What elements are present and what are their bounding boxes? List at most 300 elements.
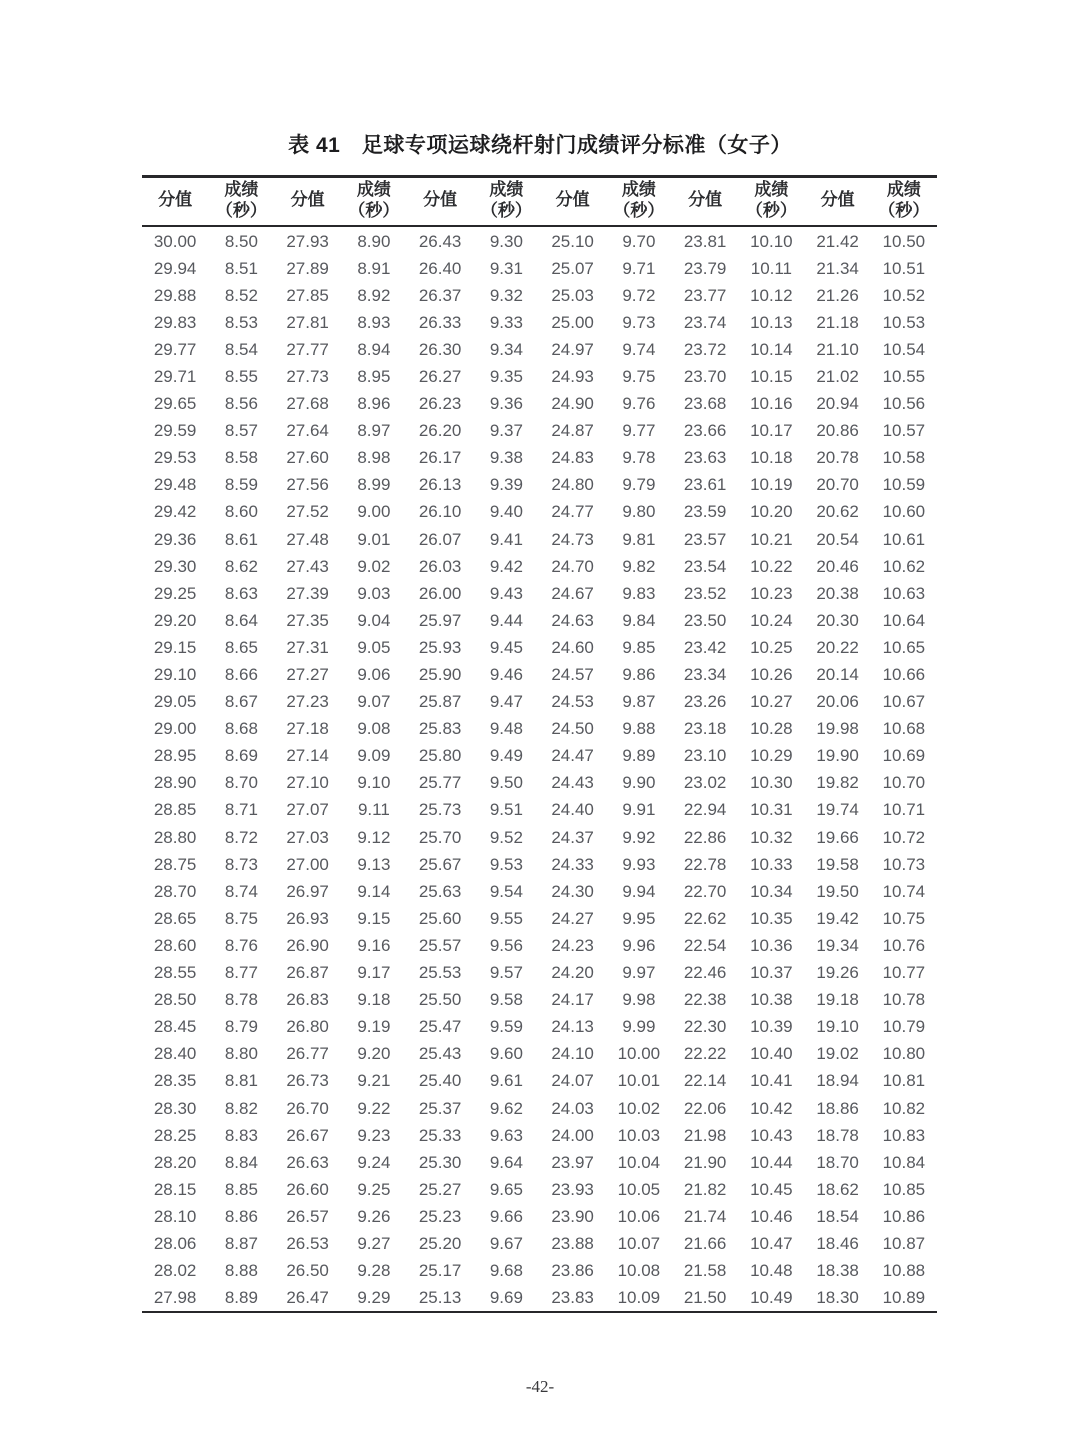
table-cell: 27.39: [286, 583, 329, 603]
table-cell: 10.74: [882, 881, 926, 901]
table-cell: 25.47: [418, 1017, 462, 1037]
table-cell: 27.52: [286, 502, 329, 522]
table-cell: 26.40: [418, 258, 462, 278]
table-cell: 10.00: [617, 1044, 661, 1064]
table-cell: 24.93: [551, 366, 594, 386]
table-cell: 19.58: [816, 854, 859, 874]
table-cell: 25.07: [551, 258, 594, 278]
table-cell: 9.13: [357, 854, 391, 874]
table-cell: 20.30: [816, 610, 859, 630]
table-cell: 9.60: [489, 1044, 523, 1064]
table-cell: 9.09: [357, 746, 391, 766]
table-cell: 9.88: [622, 719, 656, 739]
table-cell: 9.34: [489, 339, 523, 359]
table-cell: 26.93: [286, 908, 329, 928]
table-row: [142, 1013, 937, 1040]
table-cell: 24.97: [551, 339, 594, 359]
table-cell: 27.35: [286, 610, 329, 630]
table-cell: 9.70: [622, 231, 656, 251]
table-cell: 23.52: [683, 583, 727, 603]
table-cell: 9.35: [489, 366, 523, 386]
table-cell: 24.33: [551, 854, 594, 874]
table-cell: 24.23: [551, 935, 594, 955]
table-cell: 10.47: [750, 1233, 793, 1253]
table-cell: 10.76: [882, 935, 926, 955]
table-cell: 19.34: [816, 935, 859, 955]
table-cell: 20.22: [816, 637, 859, 657]
table-row: [142, 417, 937, 444]
table-cell: 28.60: [153, 935, 197, 955]
table-cell: 9.64: [489, 1152, 523, 1172]
table-cell: 22.14: [683, 1071, 727, 1091]
table-cell: 24.83: [551, 448, 594, 468]
table-cell: 10.20: [750, 502, 793, 522]
header-cell: 分值: [555, 190, 590, 210]
header-cell: 分值: [290, 190, 325, 210]
table-cell: 27.31: [286, 637, 329, 657]
table-cell: 10.51: [882, 258, 926, 278]
table-cell: 27.73: [286, 366, 329, 386]
table-cell: 26.87: [286, 963, 329, 983]
table-cell: 24.00: [551, 1125, 594, 1145]
table-cell: 9.28: [357, 1261, 391, 1281]
table-cell: 27.14: [286, 746, 329, 766]
table-cell: 28.35: [153, 1071, 197, 1091]
table-cell: 25.87: [418, 692, 462, 712]
table-cell: 27.98: [153, 1288, 197, 1308]
table-cell: 8.86: [224, 1206, 258, 1226]
table-cell: 20.70: [816, 475, 859, 495]
table-row: [142, 1176, 937, 1203]
table-cell: 24.17: [551, 990, 594, 1010]
table-cell: 10.70: [882, 773, 926, 793]
table-cell: 9.52: [489, 827, 523, 847]
table-cell: 8.91: [357, 258, 391, 278]
table-row: [142, 878, 937, 905]
table-cell: 25.23: [418, 1206, 462, 1226]
table-cell: 23.66: [683, 421, 727, 441]
table-row: [142, 226, 937, 254]
table-cell: 10.26: [750, 665, 793, 685]
table-cell: 29.48: [153, 475, 197, 495]
table-cell: 9.74: [622, 339, 656, 359]
table-cell: 21.90: [683, 1152, 727, 1172]
table-row: [142, 905, 937, 932]
table-cell: 9.22: [357, 1098, 391, 1118]
table-row: [142, 769, 937, 796]
table-cell: 10.60: [882, 502, 926, 522]
table-cell: 22.54: [683, 935, 727, 955]
table-cell: 9.15: [357, 908, 391, 928]
table-row: [142, 309, 937, 336]
table-cell: 22.46: [683, 963, 727, 983]
table-cell: 28.15: [153, 1179, 197, 1199]
table-cell: 26.80: [286, 1017, 329, 1037]
table-cell: 8.73: [224, 854, 258, 874]
table-cell: 23.79: [683, 258, 727, 278]
table-cell: 10.72: [882, 827, 926, 847]
table-cell: 9.72: [622, 285, 656, 305]
table-cell: 10.80: [882, 1044, 926, 1064]
table-header: [142, 177, 937, 227]
table-cell: 24.43: [551, 773, 594, 793]
table-cell: 8.93: [357, 312, 391, 332]
table-cell: 19.42: [816, 908, 859, 928]
table-cell: 25.77: [418, 773, 462, 793]
table-cell: 10.30: [750, 773, 793, 793]
table-cell: 25.70: [418, 827, 462, 847]
table-cell: 22.62: [683, 908, 727, 928]
table-cell: 23.77: [683, 285, 727, 305]
table-cell: 9.98: [622, 990, 656, 1010]
table-cell: 9.00: [357, 502, 391, 522]
table-cell: 9.71: [622, 258, 656, 278]
table-cell: 9.32: [489, 285, 523, 305]
table-row: [142, 336, 937, 363]
table-cell: 9.27: [357, 1233, 391, 1253]
table-cell: 18.78: [816, 1125, 859, 1145]
table-cell: 8.82: [224, 1098, 258, 1118]
table-cell: 18.30: [816, 1288, 859, 1308]
table-cell: 25.60: [418, 908, 462, 928]
table-cell: 25.67: [418, 854, 462, 874]
table-cell: 24.40: [551, 800, 594, 820]
table-cell: 8.59: [224, 475, 258, 495]
table-cell: 9.05: [357, 637, 391, 657]
table-cell: 10.62: [882, 556, 926, 576]
table-cell: 9.40: [489, 502, 523, 522]
table-cell: 9.24: [357, 1152, 391, 1172]
table-cell: 8.81: [224, 1071, 258, 1091]
table-cell: 8.76: [224, 935, 258, 955]
table-cell: 28.40: [153, 1044, 197, 1064]
table-cell: 18.54: [816, 1206, 859, 1226]
table-cell: 8.57: [224, 421, 258, 441]
table-cell: 9.49: [489, 746, 523, 766]
table-cell: 29.25: [153, 583, 197, 603]
table-cell: 23.10: [683, 746, 727, 766]
table-cell: 9.04: [357, 610, 391, 630]
table-cell: 23.50: [683, 610, 727, 630]
table-cell: 8.79: [224, 1017, 258, 1037]
table-cell: 10.07: [617, 1233, 661, 1253]
table-row: [142, 255, 937, 282]
table-cell: 9.73: [622, 312, 656, 332]
table-cell: 24.03: [551, 1098, 594, 1118]
table-cell: 18.70: [816, 1152, 859, 1172]
table-cell: 9.56: [489, 935, 523, 955]
table-row: [142, 824, 937, 851]
table-cell: 10.58: [882, 448, 926, 468]
table-cell: 9.53: [489, 854, 523, 874]
table-cell: 10.21: [750, 529, 793, 549]
table-cell: 26.17: [418, 448, 462, 468]
table-cell: 9.45: [489, 637, 523, 657]
table-cell: 29.36: [153, 529, 197, 549]
table-cell: 28.45: [153, 1017, 197, 1037]
table-cell: 27.64: [286, 421, 329, 441]
table-cell: 19.98: [816, 719, 859, 739]
table-cell: 27.56: [286, 475, 329, 495]
table-cell: 26.23: [418, 394, 462, 414]
table-row: [142, 1230, 937, 1257]
table-cell: 20.94: [816, 394, 859, 414]
table-cell: 21.66: [683, 1233, 727, 1253]
table-cell: 9.61: [489, 1071, 523, 1091]
table-cell: 9.67: [489, 1233, 523, 1253]
table-cell: 21.18: [816, 312, 859, 332]
table-cell: 10.16: [750, 394, 793, 414]
table-cell: 10.01: [617, 1071, 661, 1091]
table-cell: 24.53: [551, 692, 594, 712]
table-cell: 24.37: [551, 827, 594, 847]
table-cell: 8.96: [357, 394, 391, 414]
table-cell: 10.69: [882, 746, 926, 766]
table-cell: 9.41: [489, 529, 523, 549]
table-cell: 23.54: [683, 556, 727, 576]
header-cell: 成绩 （秒）: [215, 180, 267, 220]
table-cell: 19.50: [816, 881, 859, 901]
table-cell: 24.63: [551, 610, 594, 630]
table-cell: 8.70: [224, 773, 258, 793]
table-cell: 25.10: [551, 231, 594, 251]
table-cell: 27.18: [286, 719, 329, 739]
table-cell: 23.74: [683, 312, 727, 332]
table-cell: 23.42: [683, 637, 727, 657]
table-row: [142, 1067, 937, 1094]
table-cell: 10.22: [750, 556, 793, 576]
table-cell: 23.34: [683, 665, 727, 685]
table-cell: 28.80: [153, 827, 197, 847]
table-cell: 8.62: [224, 556, 258, 576]
table-cell: 8.72: [224, 827, 258, 847]
table-cell: 10.53: [882, 312, 926, 332]
table-cell: 24.80: [551, 475, 594, 495]
table-cell: 10.04: [617, 1152, 661, 1172]
table-cell: 10.41: [750, 1071, 793, 1091]
table-cell: 10.11: [750, 258, 793, 278]
table-cell: 25.50: [418, 990, 462, 1010]
table-cell: 24.27: [551, 908, 594, 928]
table-cell: 9.93: [622, 854, 656, 874]
table-cell: 21.74: [683, 1206, 727, 1226]
table-cell: 9.17: [357, 963, 391, 983]
table-cell: 10.38: [750, 990, 793, 1010]
table-cell: 20.38: [816, 583, 859, 603]
table-cell: 9.01: [357, 529, 391, 549]
table-cell: 26.53: [286, 1233, 329, 1253]
table-cell: 9.94: [622, 881, 656, 901]
table-cell: 8.87: [224, 1233, 258, 1253]
table-cell: 9.50: [489, 773, 523, 793]
table-cell: 10.54: [882, 339, 926, 359]
table-cell: 27.07: [286, 800, 329, 820]
table-cell: 10.15: [750, 366, 793, 386]
table-cell: 23.61: [683, 475, 727, 495]
table-cell: 9.66: [489, 1206, 523, 1226]
table-cell: 9.83: [622, 583, 656, 603]
table-cell: 10.73: [882, 854, 926, 874]
table-cell: 28.90: [153, 773, 197, 793]
table-cell: 29.05: [153, 692, 197, 712]
table-cell: 10.37: [750, 963, 793, 983]
table-cell: 9.84: [622, 610, 656, 630]
table-cell: 22.94: [683, 800, 727, 820]
table-cell: 23.97: [551, 1152, 594, 1172]
table-cell: 10.19: [750, 475, 793, 495]
table-cell: 9.65: [489, 1179, 523, 1199]
table-cell: 10.02: [617, 1098, 661, 1118]
table-cell: 26.27: [418, 366, 462, 386]
table-cell: 28.25: [153, 1125, 197, 1145]
table-cell: 10.33: [750, 854, 793, 874]
table-cell: 8.75: [224, 908, 258, 928]
table-cell: 27.93: [286, 231, 329, 251]
table-cell: 24.20: [551, 963, 594, 983]
table-cell: 8.60: [224, 502, 258, 522]
table-cell: 26.57: [286, 1206, 329, 1226]
table-cell: 24.60: [551, 637, 594, 657]
table-cell: 23.18: [683, 719, 727, 739]
table-cell: 26.03: [418, 556, 462, 576]
table-cell: 10.52: [882, 285, 926, 305]
table-cell: 9.80: [622, 502, 656, 522]
table-cell: 9.69: [489, 1288, 523, 1308]
table-cell: 23.81: [683, 231, 727, 251]
table-cell: 10.34: [750, 881, 793, 901]
table-cell: 23.26: [683, 692, 727, 712]
table-cell: 24.50: [551, 719, 594, 739]
table-cell: 10.05: [617, 1179, 661, 1199]
table-cell: 9.57: [489, 963, 523, 983]
table-cell: 8.85: [224, 1179, 258, 1199]
table-cell: 10.42: [750, 1098, 793, 1118]
table-cell: 27.85: [286, 285, 329, 305]
table-cell: 20.54: [816, 529, 859, 549]
table-cell: 24.70: [551, 556, 594, 576]
table-cell: 20.14: [816, 665, 859, 685]
table-cell: 27.10: [286, 773, 329, 793]
table-cell: 8.64: [224, 610, 258, 630]
table-cell: 25.20: [418, 1233, 462, 1253]
table-cell: 26.33: [418, 312, 462, 332]
table-cell: 10.32: [750, 827, 793, 847]
table-row: [142, 526, 937, 553]
table-cell: 23.02: [683, 773, 727, 793]
table-cell: 8.65: [224, 637, 258, 657]
table-row: [142, 932, 937, 959]
table-cell: 8.67: [224, 692, 258, 712]
table-cell: 10.50: [882, 231, 926, 251]
table-cell: 8.84: [224, 1152, 258, 1172]
table-cell: 9.87: [622, 692, 656, 712]
table-cell: 9.31: [489, 258, 523, 278]
header-cell: 成绩 （秒）: [480, 180, 532, 220]
table-cell: 10.86: [882, 1206, 926, 1226]
table-cell: 25.17: [418, 1261, 462, 1281]
table-cell: 10.78: [882, 990, 926, 1010]
table-cell: 10.17: [750, 421, 793, 441]
table-cell: 29.53: [153, 448, 197, 468]
table-cell: 10.61: [882, 529, 926, 549]
table-row: [142, 715, 937, 742]
table-row: [142, 1094, 937, 1121]
header-cell: 分值: [423, 190, 458, 210]
table-cell: 24.77: [551, 502, 594, 522]
table-cell: 29.59: [153, 421, 197, 441]
table-cell: 26.60: [286, 1179, 329, 1199]
table-cell: 9.44: [489, 610, 523, 630]
table-cell: 9.55: [489, 908, 523, 928]
table-cell: 26.90: [286, 935, 329, 955]
table-row: [142, 986, 937, 1013]
table-cell: 10.67: [882, 692, 926, 712]
table-cell: 9.21: [357, 1071, 391, 1091]
table-cell: 22.38: [683, 990, 727, 1010]
table-cell: 24.67: [551, 583, 594, 603]
table-row: [142, 1284, 937, 1312]
table-cell: 28.95: [153, 746, 197, 766]
table-cell: 9.62: [489, 1098, 523, 1118]
table-cell: 30.00: [153, 231, 197, 251]
table-cell: 10.31: [750, 800, 793, 820]
table-cell: 10.08: [617, 1261, 661, 1281]
table-cell: 23.63: [683, 448, 727, 468]
table-cell: 21.34: [816, 258, 859, 278]
table-cell: 9.07: [357, 692, 391, 712]
table-cell: 25.90: [418, 665, 462, 685]
table-cell: 29.10: [153, 665, 197, 685]
table-cell: 10.27: [750, 692, 793, 712]
table-row: [142, 634, 937, 661]
table-row: [142, 444, 937, 471]
table-cell: 10.06: [617, 1206, 661, 1226]
table-cell: 9.46: [489, 665, 523, 685]
table-cell: 9.79: [622, 475, 656, 495]
table-cell: 22.86: [683, 827, 727, 847]
table-cell: 26.20: [418, 421, 462, 441]
table-cell: 25.03: [551, 285, 594, 305]
table-cell: 9.03: [357, 583, 391, 603]
table-cell: 28.65: [153, 908, 197, 928]
table-cell: 21.58: [683, 1261, 727, 1281]
table-cell: 21.82: [683, 1179, 727, 1199]
table-cell: 8.63: [224, 583, 258, 603]
table-row: [142, 1257, 937, 1284]
table-cell: 9.02: [357, 556, 391, 576]
table-cell: 27.68: [286, 394, 329, 414]
table-cell: 21.02: [816, 366, 859, 386]
table-cell: 9.81: [622, 529, 656, 549]
page-title: 表 41 足球专项运球绕杆射门成绩评分标准（女子）: [288, 134, 792, 157]
table-row: [142, 1122, 937, 1149]
table-cell: 24.07: [551, 1071, 594, 1091]
table-cell: 26.63: [286, 1152, 329, 1172]
table-cell: 10.66: [882, 665, 926, 685]
table-cell: 24.90: [551, 394, 594, 414]
table-cell: 9.19: [357, 1017, 391, 1037]
table-cell: 29.94: [153, 258, 197, 278]
table-cell: 22.06: [683, 1098, 727, 1118]
table-cell: 26.30: [418, 339, 462, 359]
table-cell: 22.22: [683, 1044, 727, 1064]
table-row: [142, 607, 937, 634]
table-cell: 21.50: [683, 1288, 727, 1308]
table-cell: 23.93: [551, 1179, 594, 1199]
table-cell: 10.89: [882, 1288, 926, 1308]
table-cell: 27.89: [286, 258, 329, 278]
table-cell: 24.73: [551, 529, 594, 549]
